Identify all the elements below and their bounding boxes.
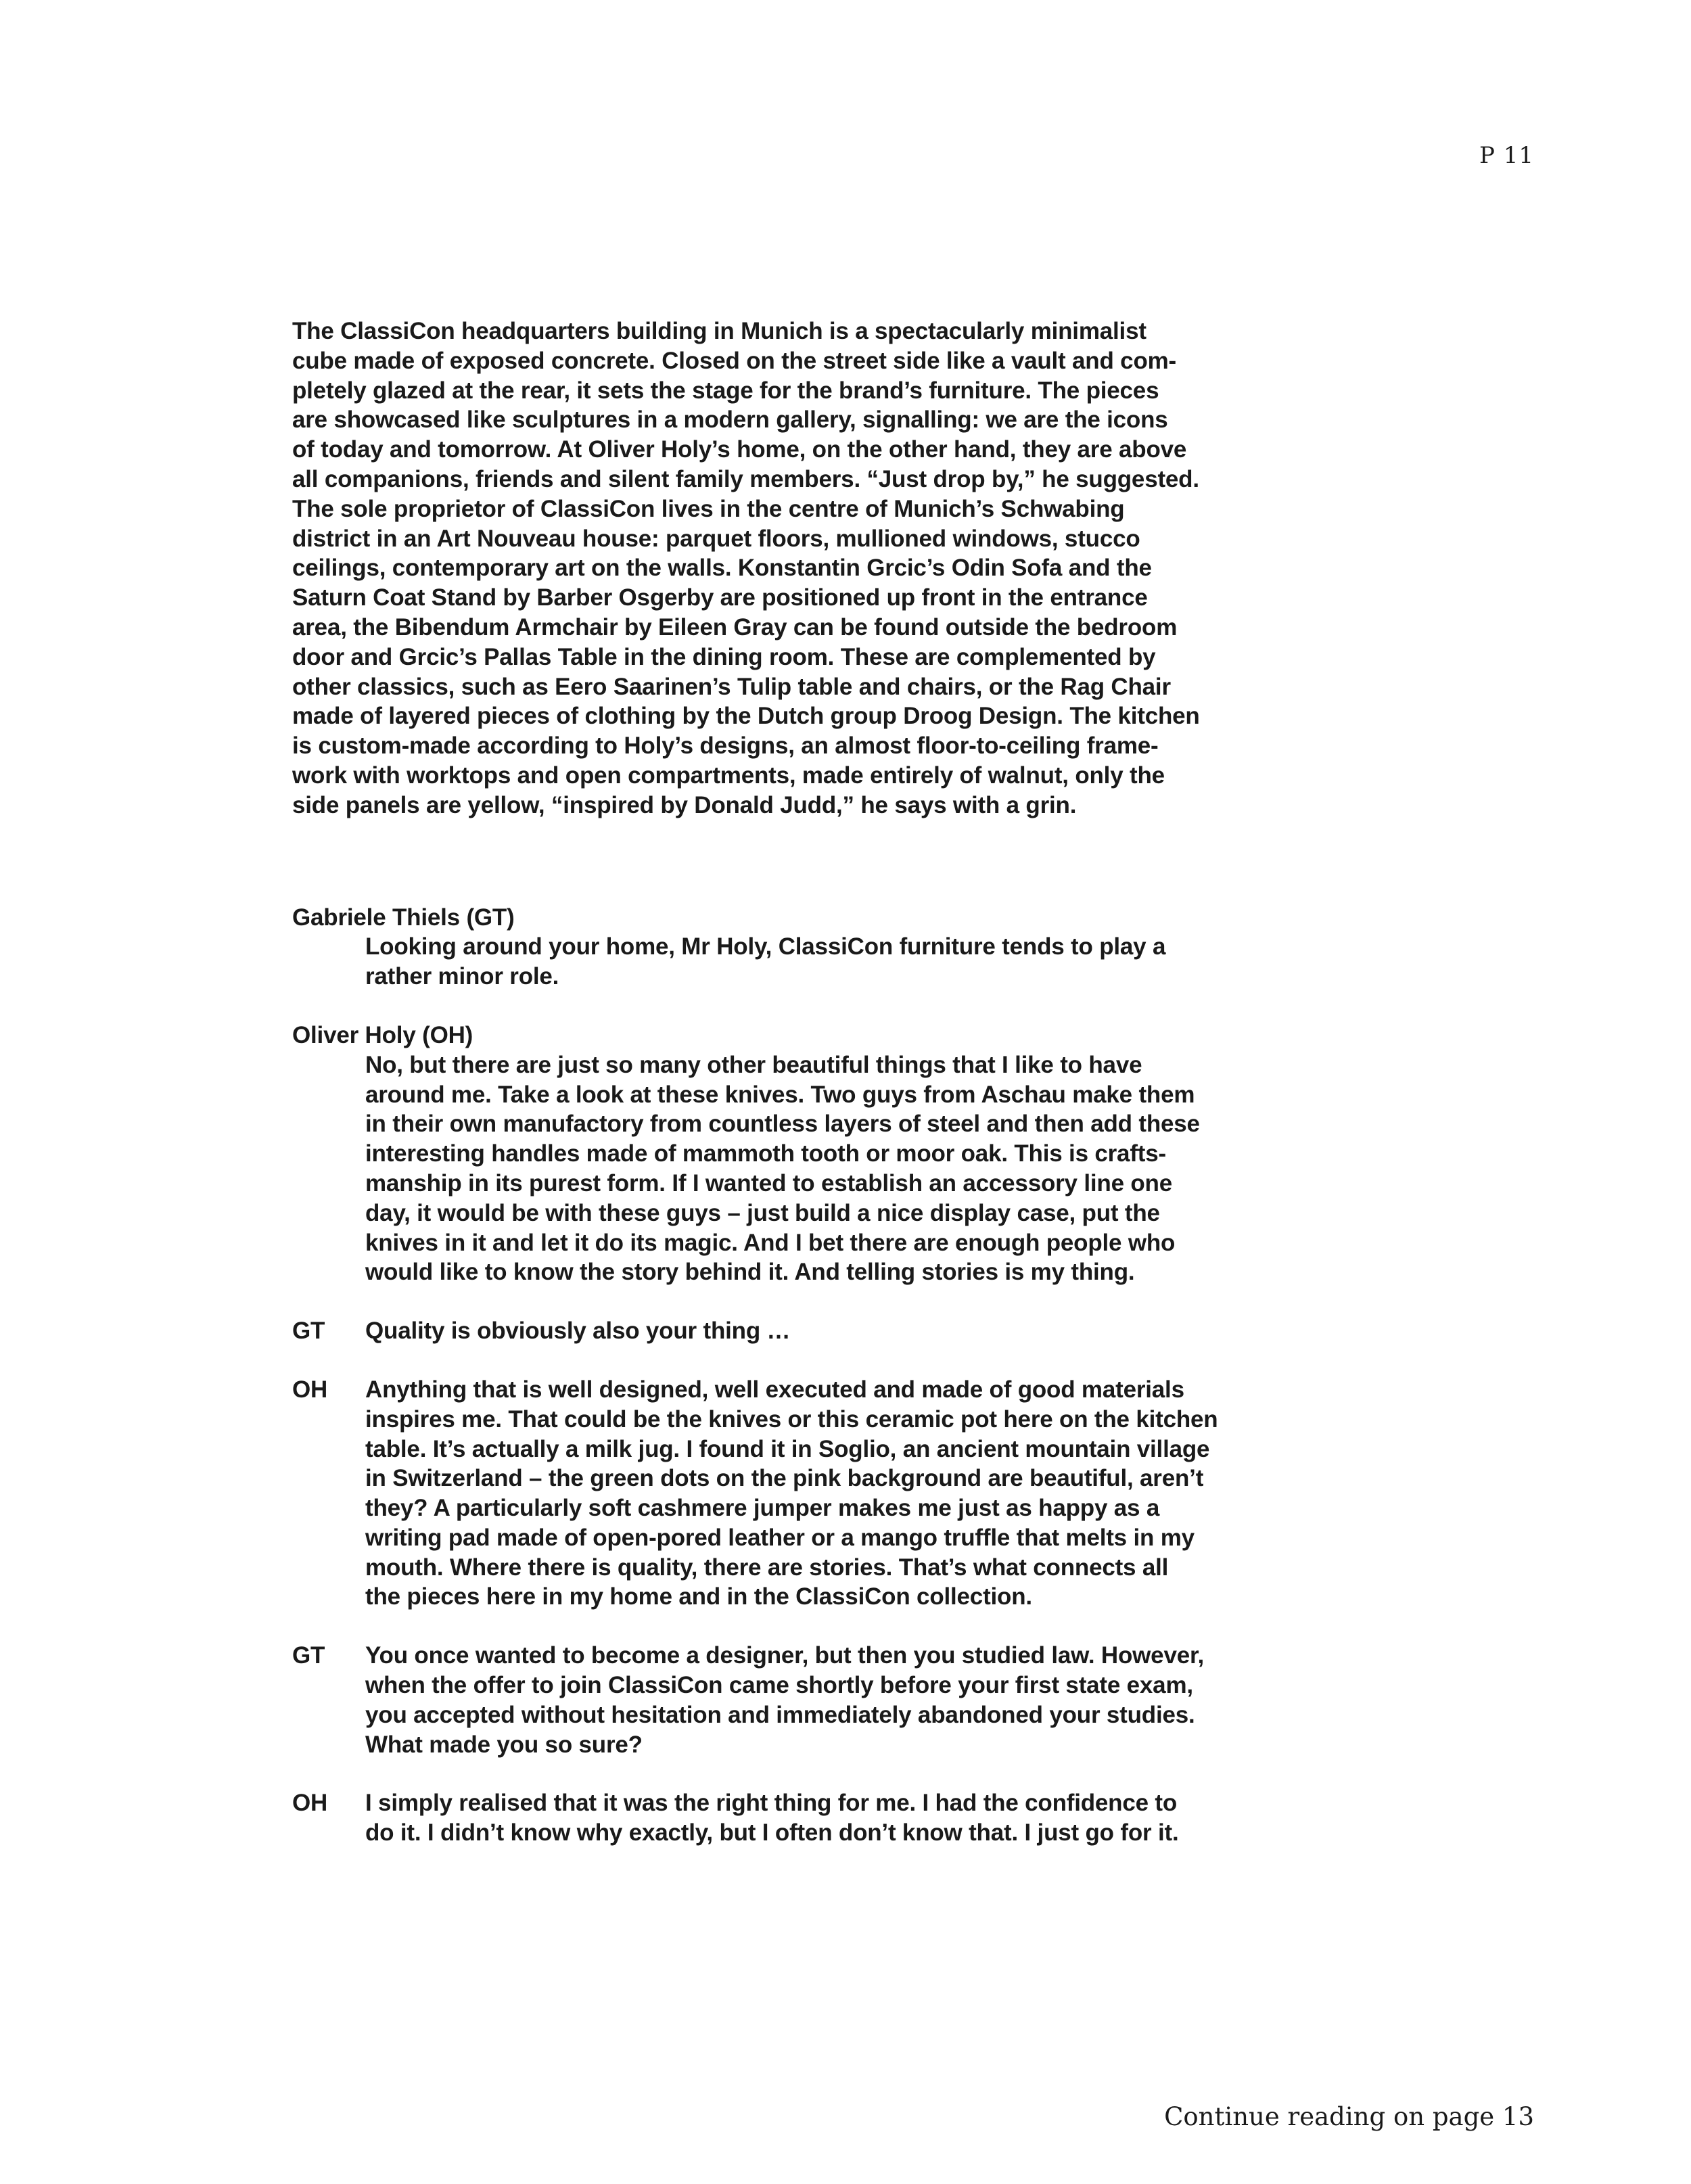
text-line: No, but there are just so many other beautiful things that I like to have xyxy=(365,1051,1142,1078)
text-line: interesting handles made of mammoth tooth or moor oak. This is crafts- xyxy=(365,1140,1166,1167)
text-line: Looking around your home, Mr Holy, ClassiCon furniture tends to play a xyxy=(365,933,1166,960)
text-line: you accepted without hesitation and immediately abandoned your studies. xyxy=(365,1701,1195,1728)
intro-line: of today and tomorrow. At Oliver Holy’s home, on the other hand, they are above xyxy=(292,436,1187,463)
intro-line: other classics, such as Eero Saarinen’s Tulip table and chairs, or the Rag Chair xyxy=(292,673,1171,700)
interview-text xyxy=(365,1375,1334,1612)
intro-line: The sole proprietor of ClassiCon lives in the centre of Munich’s Schwabing xyxy=(292,495,1125,522)
intro-paragraph xyxy=(292,317,1334,820)
text-line: in their own manufactory from countless layers of steel and then add these xyxy=(365,1111,1200,1138)
text-line: table. It’s actually a milk jug. I found it in Soglio, an ancient mountain village xyxy=(365,1435,1210,1462)
text-line: the pieces here in my home and in the ClassiCon collection. xyxy=(365,1583,1032,1610)
interview-text xyxy=(365,1316,1334,1346)
speaker-label: OH xyxy=(292,1790,328,1817)
text-line: in Switzerland – the green dots on the pink background are beautiful, aren’t xyxy=(365,1465,1204,1492)
continue-reading-note: Continue reading on page 13 xyxy=(1164,2102,1534,2131)
text-line: knives in it and let it do its magic. And I bet there are enough people who xyxy=(365,1229,1176,1256)
intro-line: made of layered pieces of clothing by the Dutch group Droog Design. The kitchen xyxy=(292,703,1200,730)
text-line: do it. I didn’t know why exactly, but I often don’t know that. I just go for it. xyxy=(365,1819,1179,1846)
speaker-label: GT xyxy=(292,1318,325,1345)
article-body xyxy=(292,317,1334,1877)
text-line: inspires me. That could be the knives or this ceramic pot here on the kitchen xyxy=(365,1405,1218,1433)
page-number: P 11 xyxy=(1479,142,1534,169)
speaker-label: Oliver Holy (OH) xyxy=(292,1021,473,1048)
text-line: when the offer to join ClassiCon came shortly before your first state exam, xyxy=(365,1672,1193,1699)
text-line: they? A particularly soft cashmere jumper makes me just as happy as a xyxy=(365,1495,1160,1522)
intro-line: side panels are yellow, “inspired by Donald Judd,” he says with a grin. xyxy=(292,791,1077,818)
text-line: You once wanted to become a designer, but then you studied law. However, xyxy=(365,1642,1204,1669)
intro-line: door and Grcic’s Pallas Table in the dining room. These are complemented by xyxy=(292,643,1156,670)
text-line: day, it would be with these guys – just build a nice display case, put the xyxy=(365,1199,1160,1226)
intro-line: ceilings, contemporary art on the walls. Konstantin Grcic’s Odin Sofa and the xyxy=(292,555,1152,582)
text-line: mouth. Where there is quality, there are stories. That’s what connects all xyxy=(365,1554,1169,1581)
intro-line: cube made of exposed concrete. Closed on the street side like a vault and com- xyxy=(292,347,1177,374)
intro-line: all companions, friends and silent family members. “Just drop by,” he suggested. xyxy=(292,465,1199,492)
intro-line: is custom-made according to Holy’s designs, an almost floor-to-ceiling frame- xyxy=(292,733,1159,760)
intro-line: pletely glazed at the rear, it sets the stage for the brand’s furniture. The pieces xyxy=(292,377,1159,404)
text-line: manship in its purest form. If I wanted to establish an accessory line one xyxy=(365,1169,1172,1196)
intro-line: district in an Art Nouveau house: parquet floors, mullioned windows, stucco xyxy=(292,525,1140,552)
interview-text xyxy=(292,932,1334,992)
speaker-label: GT xyxy=(292,1642,325,1669)
text-line: Quality is obviously also your thing … xyxy=(365,1318,791,1345)
text-line: I simply realised that it was the right thing for me. I had the confidence to xyxy=(365,1790,1178,1817)
interview xyxy=(292,903,1334,1849)
speaker-label: Gabriele Thiels (GT) xyxy=(292,904,515,931)
intro-line: Saturn Coat Stand by Barber Osgerby are positioned up front in the entrance xyxy=(292,584,1148,611)
interview-text xyxy=(365,1788,1334,1848)
text-line: Anything that is well designed, well executed and made of good materials xyxy=(365,1376,1184,1403)
interview-answer xyxy=(292,1375,1334,1612)
text-line: What made you so sure? xyxy=(365,1731,643,1758)
intro-line: area, the Bibendum Armchair by Eileen Gray can be found outside the bedroom xyxy=(292,613,1178,641)
speaker-label: OH xyxy=(292,1376,328,1403)
intro-line: are showcased like sculptures in a modern gallery, signalling: we are the icons xyxy=(292,406,1168,434)
interview-question xyxy=(292,903,1334,992)
intro-line: The ClassiCon headquarters building in Munich is a spectacularly minimalist xyxy=(292,318,1146,344)
text-line: writing pad made of open-pored leather or a mango truffle that melts in my xyxy=(365,1524,1195,1551)
interview-question xyxy=(292,1316,1334,1346)
intro-line: work with worktops and open compartments, made entirely of walnut, only the xyxy=(292,762,1165,789)
interview-text xyxy=(365,1641,1334,1759)
text-line: around me. Take a look at these knives. Two guys from Aschau make them xyxy=(365,1081,1195,1108)
text-line: rather minor role. xyxy=(365,963,559,990)
interview-answer xyxy=(292,1788,1334,1848)
interview-text xyxy=(292,1050,1334,1287)
interview-answer xyxy=(292,1021,1334,1287)
text-line: would like to know the story behind it. And telling stories is my thing. xyxy=(365,1259,1135,1286)
interview-question xyxy=(292,1641,1334,1759)
